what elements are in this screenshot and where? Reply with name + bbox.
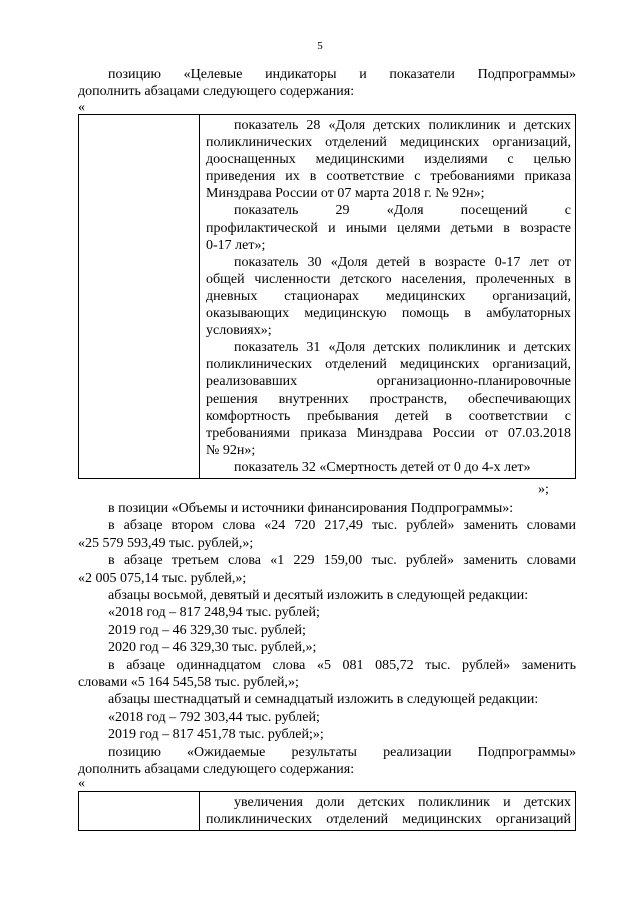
paragraph-line: дополнить абзацами следующего содержания: — [78, 762, 355, 777]
table-line: № 92н»; — [206, 442, 256, 458]
page-number: 5 — [317, 40, 323, 52]
table-line: комфортность пребывания детей в соответствии с — [206, 408, 571, 424]
intro-line-2: дополнить абзацами следующего содержания: — [78, 84, 355, 99]
table-line: показатель 28 «Доля детских поликлиник и детских — [234, 118, 571, 133]
paragraph-line: в позиции «Объемы и источники финансирования Подпрограммы»: — [108, 501, 514, 516]
close-quote: »; — [538, 482, 549, 497]
table-line: поликлинических отделений медицинских организаций, — [206, 357, 571, 373]
table-line: 0-17 лет»; — [206, 237, 266, 253]
table-line: профилактической и иными целями детьми в возрасте — [206, 220, 571, 236]
paragraph-line: 2019 год – 46 329,30 тыс. рублей; — [108, 622, 306, 638]
table-line: общей численности детского населения, пролеченных в — [206, 271, 571, 287]
table-line: показатель 31 «Доля детских поликлиник и детских — [234, 340, 571, 356]
table-line: требованиями приказа Минздрава России от 07.03.2018 — [206, 425, 571, 441]
paragraph-line: абзацы шестнадцатый и семнадцатый изложить в следующей редакции: — [108, 692, 539, 708]
table-line: условиях»; — [206, 323, 272, 339]
open-quote: « — [78, 100, 85, 115]
table-line: Минздрава России от 07 марта 2018 г. № 92н»; — [206, 186, 485, 202]
paragraph-line: «2 005 075,14 тыс. рублей,»; — [78, 570, 247, 586]
intro-line-1: позицию «Целевые индикаторы и показатели Подпрограммы» — [108, 67, 576, 82]
table-line: увеличения доли детских поликлиник и детских — [234, 795, 571, 810]
table-right-cell — [200, 792, 576, 831]
table-left-cell — [79, 115, 200, 479]
results-table — [78, 791, 576, 831]
table-line: дооснащенных медицинскими изделиями с целью — [206, 152, 571, 168]
table-line: приведения их в соответствие с требованиями приказа — [206, 169, 571, 185]
paragraph-line: словами «5 164 545,58 тыс. рублей,»; — [78, 675, 299, 690]
table-right-cell — [200, 115, 576, 479]
table-line: оказывающих медицинскую помощь в амбулаторных — [206, 306, 571, 322]
table-line: решения внутренних пространств, обеспечивающих — [206, 391, 571, 407]
table-line: поликлинических отделений медицинских организаций, — [206, 135, 571, 151]
paragraph-line: в абзаце третьем слова «1 229 159,00 тыс. рублей» заменить словами — [108, 553, 576, 569]
table-line: показатель 32 «Смертность детей от 0 до 4-х лет» — [234, 459, 531, 475]
table-line: показатель 29 «Доля посещений с — [234, 203, 571, 219]
paragraph-line: в абзаце одиннадцатом слова «5 081 085,72 тыс. рублей» заменить — [108, 657, 576, 673]
paragraph-line: в абзаце втором слова «24 720 217,49 тыс. рублей» заменить словами — [108, 518, 576, 534]
table-line: дневных стационарах медицинских организаций, — [206, 288, 571, 304]
open-quote-2: « — [78, 776, 85, 791]
paragraph-line: абзацы восьмой, девятый и десятый изложить в следующей редакции: — [108, 588, 529, 603]
table-line: поликлинических отделений медицинских организаций — [206, 812, 571, 828]
paragraph-line: 2020 год – 46 329,30 тыс. рублей,»; — [108, 640, 317, 656]
paragraph-line: 2019 год – 817 451,78 тыс. рублей;»; — [108, 727, 324, 743]
table-line: показатель 30 «Доля детей в возрасте 0-17 лет от — [234, 254, 571, 270]
paragraph-line: «25 579 593,49 тыс. рублей,»; — [78, 535, 254, 551]
paragraph-line: «2018 год – 817 248,94 тыс. рублей; — [108, 605, 320, 621]
table-left-cell — [79, 792, 200, 831]
indicators-table — [78, 114, 576, 479]
paragraph-line: позицию «Ожидаемые результаты реализации Подпрограммы» — [108, 744, 576, 760]
paragraph-line: «2018 год – 792 303,44 тыс. рублей; — [108, 709, 320, 725]
table-line: реализовавших организационно-планировочные — [206, 374, 571, 390]
